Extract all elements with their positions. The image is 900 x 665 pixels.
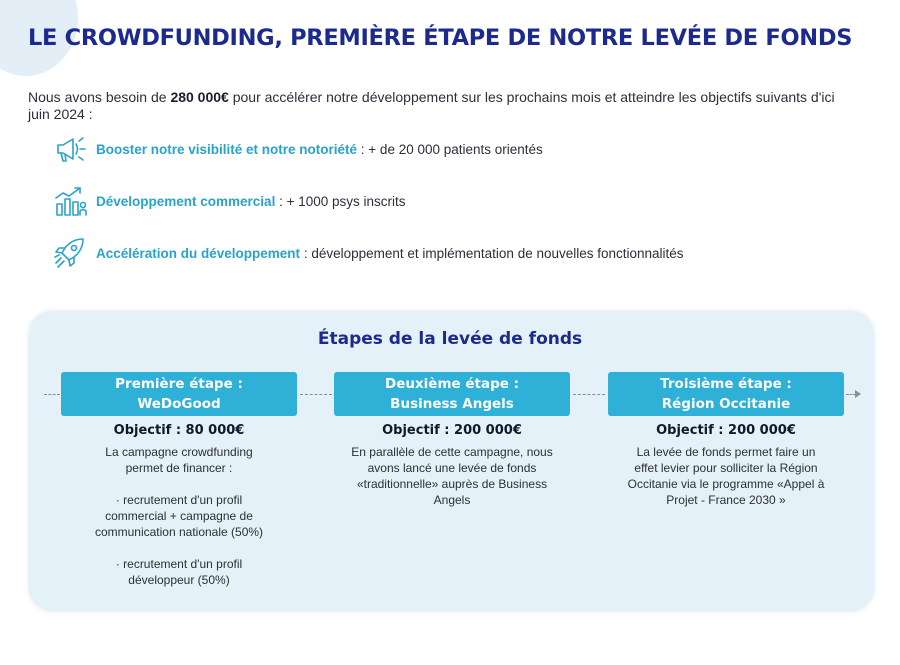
- timeline-dash: [573, 394, 605, 395]
- stage-1-desc-line: · recrutement d'un profil commercial + campagne de communication nationale (50%): [94, 493, 264, 539]
- stage-3-label: Troisième étape :: [660, 376, 792, 392]
- stage-1-desc-line: · recrutement d'un profil développeur (50%): [115, 557, 243, 587]
- objective-detail: : + de 20 000 patients orientés: [357, 141, 543, 157]
- objective-text: [96, 142, 543, 157]
- stage-1-label: Première étape :: [115, 376, 243, 392]
- timeline-dash: [300, 394, 332, 395]
- objective-highlight: Développement commercial: [96, 193, 276, 209]
- intro-amount: 280 000€: [170, 89, 229, 105]
- stage-1-name: WeDoGood: [137, 396, 221, 412]
- stage-3-objective: Objectif : 200 000€: [656, 423, 796, 438]
- objective-item: [52, 184, 406, 218]
- stage-3-header: [608, 372, 844, 416]
- objective-item: [52, 132, 543, 166]
- stage-2-name: Business Angels: [390, 396, 514, 412]
- timeline-dash: [44, 394, 60, 395]
- stage-1-desc-line: La campagne crowdfunding permet de financer :: [105, 445, 253, 475]
- stage-1-header: [61, 372, 297, 416]
- objective-detail: : développement et implémentation de nouvelles fonctionnalités: [300, 245, 684, 261]
- growth-chart-icon: [52, 184, 88, 218]
- stage-2-label: Deuxième étape :: [384, 376, 520, 392]
- objective-highlight: Accélération du développement: [96, 245, 301, 261]
- intro-paragraph: [28, 89, 848, 123]
- objective-text: [96, 194, 406, 209]
- rocket-icon: [52, 236, 88, 270]
- intro-after: pour accélérer notre développement sur les prochains mois et atteindre les objectifs suivants d'ici juin 2024 :: [28, 89, 835, 122]
- objective-text: [96, 246, 684, 261]
- objective-highlight: Booster notre visibilité et notre notoriété: [96, 141, 358, 157]
- stage-3-description: [608, 444, 844, 508]
- stage-2-desc-line: En parallèle de cette campagne, nous avons lancé une levée de fonds «traditionnelle» auprès de Business Angels: [351, 445, 553, 507]
- objective-detail: : + 1000 psys inscrits: [275, 193, 406, 209]
- megaphone-icon: [52, 132, 88, 166]
- stage-2-header: [334, 372, 570, 416]
- intro-before: Nous avons besoin de: [28, 89, 171, 105]
- stage-3-name: Région Occitanie: [661, 396, 791, 412]
- timeline-arrow-icon: [855, 390, 861, 398]
- stage-2-objective: Objectif : 200 000€: [382, 423, 522, 438]
- stage-2-description: [334, 444, 570, 508]
- page-title: LE CROWDFUNDING, PREMIÈRE ÉTAPE DE NOTRE LEVÉE DE FONDS: [28, 25, 853, 51]
- stage-1-description: [61, 444, 297, 588]
- objective-item: [52, 236, 684, 270]
- stage-3-desc-line: La levée de fonds permet faire un effet levier pour solliciter la Région Occitanie via le programme «Appel à Projet - France 2030 »: [627, 445, 825, 507]
- stage-1-objective: Objectif : 80 000€: [113, 423, 245, 438]
- stages-title: Étapes de la levée de fonds: [317, 329, 583, 349]
